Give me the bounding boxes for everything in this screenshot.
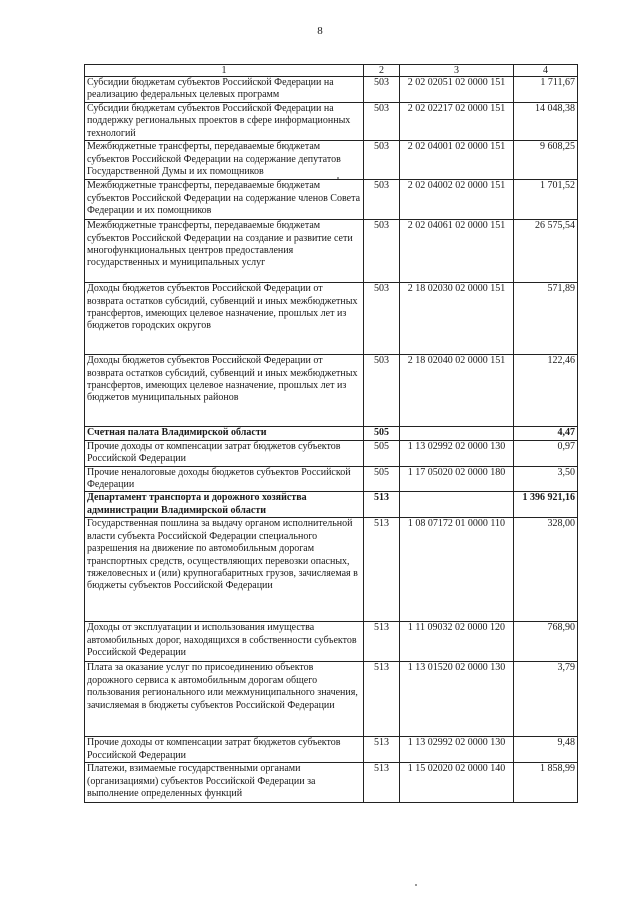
cell-budget-classification-code: 2 02 04002 02 0000 151 (400, 180, 514, 220)
cell-budget-classification-code: 1 13 01520 02 0000 130 (400, 662, 514, 737)
cell-revenue-name: Прочие неналоговые доходы бюджетов субъектов Российской Федерации (85, 466, 364, 492)
page-number: 8 (317, 25, 323, 37)
table-row (85, 440, 578, 466)
cell-revenue-name: Платежи, взимаемые государственными органами (организациями) субъектов Российской Федерации за выполнение определенных функций (85, 763, 364, 803)
cell-amount: 122,46 (514, 355, 578, 427)
cell-budget-classification-code: 2 02 04061 02 0000 151 (400, 220, 514, 283)
cell-budget-classification-code: 1 17 05020 02 0000 180 (400, 466, 514, 492)
budget-revenue-table (84, 64, 578, 803)
cell-amount: 1 701,52 (514, 180, 578, 220)
cell-amount: 4,47 (514, 427, 578, 440)
table-row (85, 355, 578, 427)
cell-admin-code: 503 (364, 220, 400, 283)
table-row (85, 283, 578, 355)
cell-amount: 3,50 (514, 466, 578, 492)
cell-admin-code: 513 (364, 662, 400, 737)
cell-admin-code: 505 (364, 440, 400, 466)
cell-budget-classification-code (400, 427, 514, 440)
table-row (85, 622, 578, 662)
table-row (85, 737, 578, 763)
cell-budget-classification-code: 1 13 02992 02 0000 130 (400, 440, 514, 466)
cell-admin-code: 505 (364, 466, 400, 492)
cell-revenue-name: Межбюджетные трансферты, передаваемые бюджетам субъектов Российской Федерации на содержание депутатов Государственной Думы и их помощников (85, 141, 364, 180)
table-header-row (85, 65, 578, 77)
cell-admin-code: 503 (364, 141, 400, 180)
cell-revenue-name: Департамент транспорта и дорожного хозяйства администрации Владимирской области (85, 492, 364, 518)
cell-budget-classification-code: 2 02 04001 02 0000 151 (400, 141, 514, 180)
cell-amount: 768,90 (514, 622, 578, 662)
cell-amount: 0,97 (514, 440, 578, 466)
cell-amount: 9 608,25 (514, 141, 578, 180)
cell-budget-classification-code: 2 18 02030 02 0000 151 (400, 283, 514, 355)
column-header-amount: 4 (514, 65, 578, 77)
table-row (85, 103, 578, 141)
table-row (85, 141, 578, 180)
cell-budget-classification-code: 2 18 02040 02 0000 151 (400, 355, 514, 427)
cell-admin-code: 513 (364, 737, 400, 763)
table-row (85, 763, 578, 803)
cell-admin-code: 503 (364, 180, 400, 220)
table-row (85, 466, 578, 492)
column-header-name: 1 (85, 65, 364, 77)
cell-budget-classification-code: 1 13 02992 02 0000 130 (400, 737, 514, 763)
cell-revenue-name: Доходы бюджетов субъектов Российской Федерации от возврата остатков субсидий, субвенций и иных межбюджетных трансфертов, имеющих целевое назначение, прошлых лет из бюджетов муниципальных районов (85, 355, 364, 427)
cell-budget-classification-code (400, 492, 514, 518)
cell-revenue-name: Субсидии бюджетам субъектов Российской Федерации на реализацию федеральных целевых программ (85, 77, 364, 103)
cell-revenue-name: Доходы от эксплуатации и использования имущества автомобильных дорог, находящихся в собственности субъектов Российской Федерации (85, 622, 364, 662)
cell-revenue-name: Плата за оказание услуг по присоединению объектов дорожного сервиса к автомобильным дорогам общего пользования регионального или межмуниципального значения, зачисляемая в бюджеты субъектов Российской Федерации (85, 662, 364, 737)
scan-speck (337, 177, 339, 179)
cell-admin-code: 513 (364, 492, 400, 518)
cell-revenue-name: Субсидии бюджетам субъектов Российской Федерации на поддержку региональных проектов в сфере информационных технологий (85, 103, 364, 141)
cell-budget-classification-code: 2 02 02217 02 0000 151 (400, 103, 514, 141)
table-row (85, 77, 578, 103)
cell-admin-code: 503 (364, 103, 400, 141)
cell-revenue-name: Межбюджетные трансферты, передаваемые бюджетам субъектов Российской Федерации на содержание членов Совета Федерации и их помощников (85, 180, 364, 220)
cell-admin-code: 505 (364, 427, 400, 440)
table-row (85, 180, 578, 220)
cell-revenue-name: Счетная палата Владимирской области (85, 427, 364, 440)
cell-amount: 9,48 (514, 737, 578, 763)
cell-admin-code: 503 (364, 77, 400, 103)
cell-budget-classification-code: 1 15 02020 02 0000 140 (400, 763, 514, 803)
table-row (85, 518, 578, 622)
cell-admin-code: 503 (364, 355, 400, 427)
cell-amount: 571,89 (514, 283, 578, 355)
column-header-admin: 2 (364, 65, 400, 77)
column-header-code: 3 (400, 65, 514, 77)
cell-revenue-name: Доходы бюджетов субъектов Российской Федерации от возврата остатков субсидий, субвенций и иных межбюджетных трансфертов, имеющих целевое назначение, прошлых лет из бюджетов городских округов (85, 283, 364, 355)
cell-budget-classification-code: 2 02 02051 02 0000 151 (400, 77, 514, 103)
cell-amount: 1 396 921,16 (514, 492, 578, 518)
cell-admin-code: 513 (364, 622, 400, 662)
cell-admin-code: 503 (364, 283, 400, 355)
cell-admin-code: 513 (364, 763, 400, 803)
cell-budget-classification-code: 1 11 09032 02 0000 120 (400, 622, 514, 662)
table-row (85, 662, 578, 737)
cell-revenue-name: Государственная пошлина за выдачу органом исполнительной власти субъекта Российской Федерации специального разрешения на движение по автомобильным дорогам транспортных средств, осуществляющих перевозки опасных, тяжеловесных и (или) крупногабаритных грузов, зачисляемая в бюджеты субъектов Российской Федерации (85, 518, 364, 622)
cell-revenue-name: Прочие доходы от компенсации затрат бюджетов субъектов Российской Федерации (85, 440, 364, 466)
table-body (85, 65, 578, 803)
cell-revenue-name: Межбюджетные трансферты, передаваемые бюджетам субъектов Российской Федерации на создание и развитие сети многофункциональных центров предоставления государственных и муниципальных услуг (85, 220, 364, 283)
cell-amount: 1 711,67 (514, 77, 578, 103)
cell-amount: 3,79 (514, 662, 578, 737)
table-row (85, 220, 578, 283)
cell-admin-code: 513 (364, 518, 400, 622)
section-row (85, 492, 578, 518)
cell-budget-classification-code: 1 08 07172 01 0000 110 (400, 518, 514, 622)
section-row (85, 427, 578, 440)
cell-amount: 14 048,38 (514, 103, 578, 141)
cell-amount: 328,00 (514, 518, 578, 622)
cell-amount: 1 858,99 (514, 763, 578, 803)
cell-amount: 26 575,54 (514, 220, 578, 283)
cell-revenue-name: Прочие доходы от компенсации затрат бюджетов субъектов Российской Федерации (85, 737, 364, 763)
scan-speck (415, 884, 417, 886)
